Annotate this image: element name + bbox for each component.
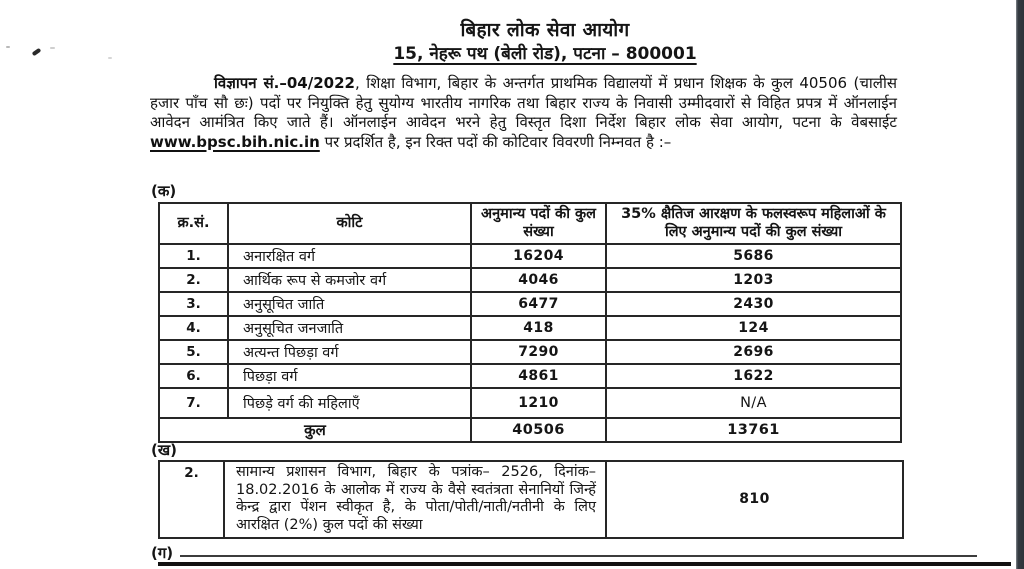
total-posts-cell: 4046 <box>471 268 606 292</box>
women-posts-cell: 1622 <box>606 364 901 388</box>
table-row <box>159 340 901 364</box>
category-cell: अनुसूचित जाति <box>228 292 471 316</box>
col-header-total-posts: अनुमान्य पदों की कुल संख्या <box>471 203 606 244</box>
total-label-cell: कुल <box>159 418 471 442</box>
women-posts-cell: 2696 <box>606 340 901 364</box>
notice-body-2: पर प्रदर्शित है, इन रिक्त पदों की कोटिवार विवरणी निम्नवत है :– <box>319 132 672 151</box>
category-cell: पिछड़े वर्ग की महिलाएँ <box>228 388 471 418</box>
total-posts-cell: 16204 <box>471 244 606 268</box>
table-row <box>159 364 901 388</box>
serial-cell: 2. <box>159 268 228 292</box>
women-posts-cell: 2430 <box>606 292 901 316</box>
total-posts-cell: 4861 <box>471 364 606 388</box>
women-posts-sum-cell: 13761 <box>606 418 901 442</box>
org-address <box>150 41 940 64</box>
col-header-serial: क्र.सं. <box>159 203 228 244</box>
table-total-row <box>159 418 901 442</box>
org-address-text: 15, नेहरू पथ (बेली रोड), पटना – 800001 <box>393 44 697 64</box>
women-posts-cell: 5686 <box>606 244 901 268</box>
total-posts-cell: 7290 <box>471 340 606 364</box>
description-cell: सामान्य प्रशासन विभाग, बिहार के पत्रांक– 2526, दिनांक– 18.02.2016 के आलोक में राज्य के वैसे स्वतंत्रता सेनानियों जिन्हें केन्द्र द्वारा पेंशन स्वीकृत है, के पोता/पोती/नाती/नतीनी के लिए आरक्षित (2%) कुल पदों की संख्या <box>224 461 606 538</box>
table-row <box>159 316 901 340</box>
website-link: www.bpsc.bih.nic.in <box>150 132 320 151</box>
scan-speckle <box>50 47 55 49</box>
women-posts-cell: N/A <box>606 388 901 418</box>
category-cell: पिछड़ा वर्ग <box>228 364 471 388</box>
table-row <box>159 292 901 316</box>
quota-posts-cell: 810 <box>606 461 903 538</box>
serial-cell: 7. <box>159 388 228 418</box>
notice-body-1: , शिक्षा विभाग, बिहार के अन्तर्गत प्राथमिक विद्यालयों में प्रधान शिक्षक के कुल 40506 (चालीस हजार पाँच सौ छः) पदों पर नियुक्ति हेतु सुयोग्य भारतीय नागरिक तथा बिहार राज्य के निवासी उम्मीदवारों से विहित प्रपत्र में ऑनलाईन आवेदन आमंत्रित किए जाते हैं। ऑनलाईन आवेदन भरने हेतु विस्तृत दिशा निर्देश बिहार लोक सेवा आयोग, पटना के वेबसाईट <box>150 74 898 131</box>
table-row <box>159 268 901 292</box>
section-a-label: (क) <box>151 182 177 200</box>
col-header-category: कोटि <box>228 203 471 244</box>
serial-cell: 4. <box>159 316 228 340</box>
serial-cell: 2. <box>159 461 224 538</box>
table-header-row <box>159 203 901 244</box>
org-title: बिहार लोक सेवा आयोग <box>460 19 630 41</box>
scan-speckle <box>108 57 112 59</box>
scan-edge-band <box>1016 0 1024 569</box>
scan-speckle <box>32 48 42 56</box>
serial-cell: 5. <box>159 340 228 364</box>
women-posts-cell: 1203 <box>606 268 901 292</box>
serial-cell: 3. <box>159 292 228 316</box>
freedom-fighter-quota-table <box>158 460 904 539</box>
notice-paragraph <box>150 74 897 152</box>
category-cell: अनुसूचित जनजाति <box>228 316 471 340</box>
scan-speckle <box>6 46 10 48</box>
col-header-women-posts: 35% क्षैतिज आरक्षण के फलस्वरूप महिलाओं के लिए अनुमान्य पदों की कुल संख्या <box>606 203 901 244</box>
serial-cell: 1. <box>159 244 228 268</box>
total-posts-cell: 6477 <box>471 292 606 316</box>
section-c-rule <box>180 555 977 557</box>
total-posts-cell: 1210 <box>471 388 606 418</box>
table-row <box>159 461 903 538</box>
section-b-label: (ख) <box>151 441 177 459</box>
table-row <box>159 388 901 418</box>
category-cell: अत्यन्त पिछड़ा वर्ग <box>228 340 471 364</box>
women-posts-cell: 124 <box>606 316 901 340</box>
table-row <box>159 244 901 268</box>
category-cell: अनारक्षित वर्ग <box>228 244 471 268</box>
total-posts-cell: 418 <box>471 316 606 340</box>
advert-number: विज्ञापन सं.–04/2022 <box>214 74 355 92</box>
total-posts-sum-cell: 40506 <box>471 418 606 442</box>
next-table-top-border <box>158 562 1011 566</box>
category-vacancy-table <box>158 202 902 443</box>
serial-cell: 6. <box>159 364 228 388</box>
section-c-label: (ग) <box>151 544 174 562</box>
category-cell: आर्थिक रूप से कमजोर वर्ग <box>228 268 471 292</box>
